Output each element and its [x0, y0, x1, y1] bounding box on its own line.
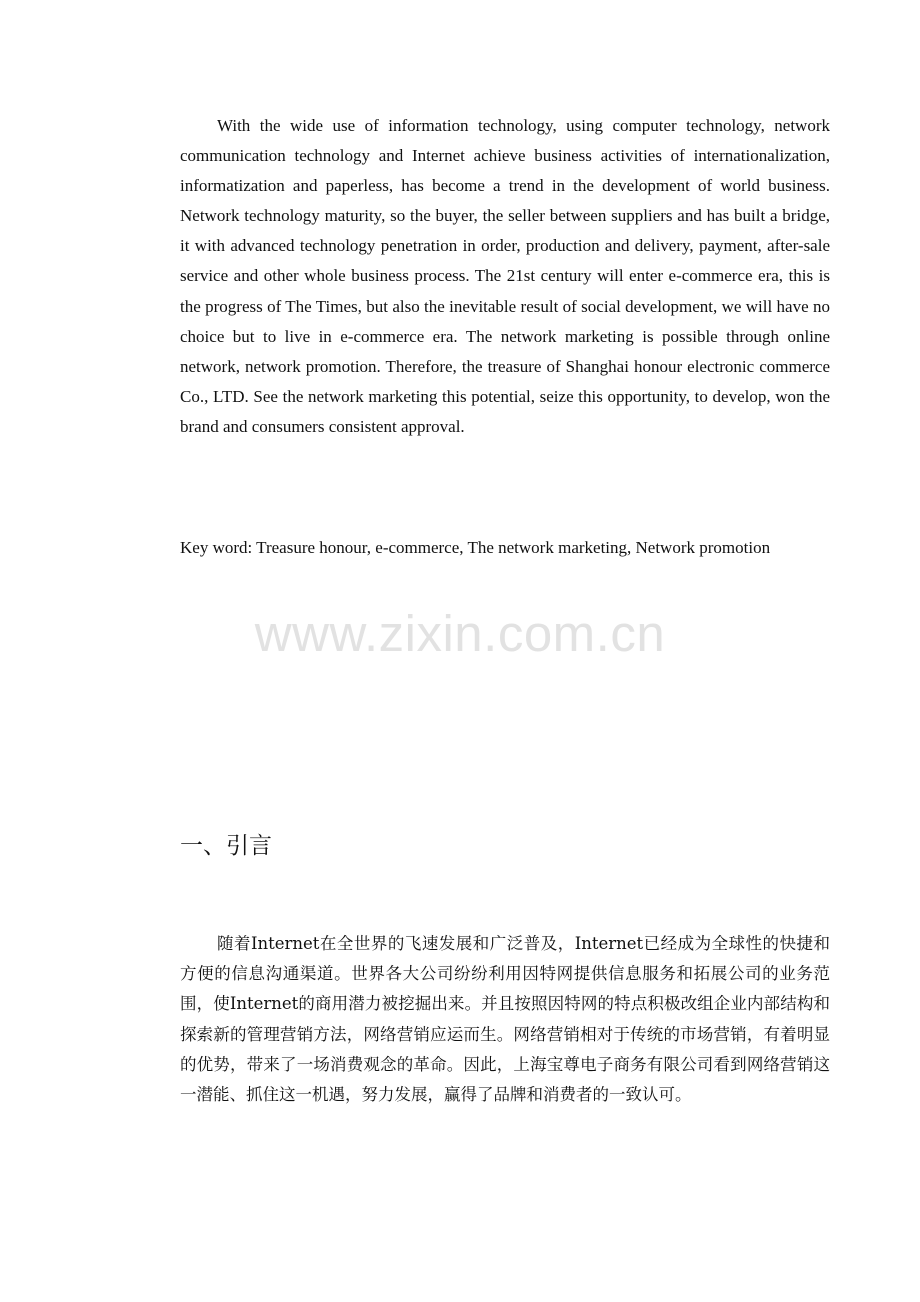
watermark-text: www.zixin.com.cn [254, 605, 666, 662]
abstract-paragraph: With the wide use of information technology, using computer technology, network communication technology and Internet achieve business activities of internationalization, informatization and paperless, has become a trend in the development of world business. Network technology maturity, so the buyer, the seller between suppliers and has built a bridge, it with advanced technology penetration in order, production and delivery, payment, after-sale service and other whole business process. The 21st century will enter e-commerce era, this is the progress of The Times, but also the inevitable result of social development, we will have no choice but to live in e-commerce era. The network marketing is possible through online network, network promotion. Therefore, the treasure of Shanghai honour electronic commerce Co., LTD. See the network marketing this potential, seize this opportunity, to develop, won the brand and consumers consistent approval. [180, 116, 830, 436]
section-heading-introduction: 一、引言 [180, 833, 272, 859]
keywords-line: Key word: Treasure honour, e-commerce, The network marketing, Network promotion [180, 538, 771, 557]
introduction-paragraph: 随着Internet在全世界的飞速发展和广泛普及，Internet已经成为全球性的快捷和方便的信息沟通渠道。世界各大公司纷纷利用因特网提供信息服务和拓展公司的业务范围，使Internet的商用潜力被挖掘出来。并且按照因特网的特点积极改组企业内部结构和探索新的管理营销方法，网络营销应运而生。网络营销相对于传统的市场营销，有着明显的优势，带来了一场消费观念的革命。因此，上海宝尊电子商务有限公司看到网络营销这一潜能、抓住这一机遇，努力发展，赢得了品牌和消费者的一致认可。 [180, 934, 830, 1105]
